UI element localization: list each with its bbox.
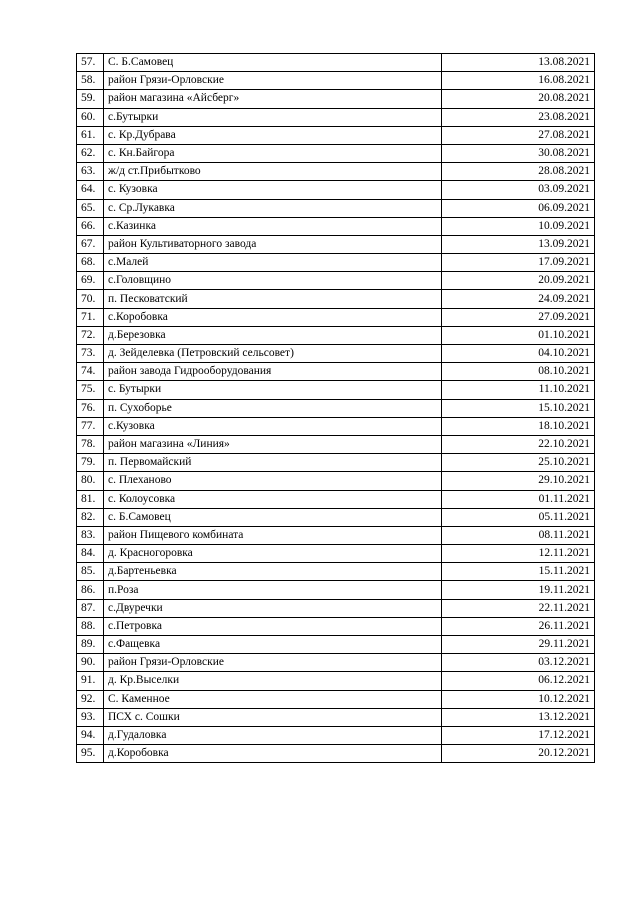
row-date-cell: 23.08.2021 [442,108,595,126]
row-place-cell: с. Кн.Байгора [104,144,442,162]
row-place-cell: район Грязи-Орловские [104,654,442,672]
table-row [77,308,595,326]
row-place-cell: п. Сухоборье [104,399,442,417]
row-number-cell: 87. [77,599,104,617]
row-number-cell: 73. [77,345,104,363]
row-place-cell: п. Первомайский [104,454,442,472]
row-date-cell: 29.11.2021 [442,636,595,654]
row-date-cell: 20.09.2021 [442,272,595,290]
row-number-cell: 64. [77,181,104,199]
row-number-cell: 80. [77,472,104,490]
row-number-cell: 91. [77,672,104,690]
row-date-cell: 06.12.2021 [442,672,595,690]
row-number-cell: 88. [77,617,104,635]
table-row [77,217,595,235]
row-place-cell: с.Бутырки [104,108,442,126]
row-date-cell: 08.10.2021 [442,363,595,381]
row-place-cell: с. Колоусовка [104,490,442,508]
table-row [77,672,595,690]
row-number-cell: 68. [77,254,104,272]
row-number-cell: 75. [77,381,104,399]
row-date-cell: 25.10.2021 [442,454,595,472]
row-date-cell: 16.08.2021 [442,72,595,90]
row-date-cell: 20.08.2021 [442,90,595,108]
table-row [77,654,595,672]
table-row [77,199,595,217]
row-place-cell: с.Кузовка [104,417,442,435]
row-date-cell: 27.08.2021 [442,126,595,144]
table-row [77,126,595,144]
row-number-cell: 61. [77,126,104,144]
row-date-cell: 24.09.2021 [442,290,595,308]
row-place-cell: д.Бартеньевка [104,563,442,581]
table-row [77,381,595,399]
table-row [77,144,595,162]
schedule-table-body [77,54,595,763]
row-number-cell: 82. [77,508,104,526]
table-row [77,90,595,108]
table-row [77,454,595,472]
row-date-cell: 29.10.2021 [442,472,595,490]
row-date-cell: 18.10.2021 [442,417,595,435]
row-number-cell: 85. [77,563,104,581]
row-number-cell: 57. [77,54,104,72]
table-row [77,72,595,90]
row-place-cell: район Культиваторного завода [104,235,442,253]
table-row [77,54,595,72]
table-row [77,617,595,635]
row-date-cell: 15.10.2021 [442,399,595,417]
row-place-cell: район завода Гидрооборудования [104,363,442,381]
row-date-cell: 13.09.2021 [442,235,595,253]
row-place-cell: ж/д ст.Прибытково [104,163,442,181]
table-row [77,545,595,563]
table-row [77,254,595,272]
row-place-cell: с. Ср.Лукавка [104,199,442,217]
row-number-cell: 74. [77,363,104,381]
row-date-cell: 04.10.2021 [442,345,595,363]
row-place-cell: д.Коробовка [104,745,442,763]
row-number-cell: 76. [77,399,104,417]
row-number-cell: 93. [77,708,104,726]
row-number-cell: 62. [77,144,104,162]
table-row [77,363,595,381]
table-row [77,235,595,253]
row-place-cell: д.Гудаловка [104,726,442,744]
row-place-cell: с. Кузовка [104,181,442,199]
row-place-cell: район магазина «Айсберг» [104,90,442,108]
table-row [77,399,595,417]
row-number-cell: 59. [77,90,104,108]
row-number-cell: 72. [77,326,104,344]
row-place-cell: С. Б.Самовец [104,54,442,72]
table-row [77,581,595,599]
row-place-cell: с.Коробовка [104,308,442,326]
row-date-cell: 11.10.2021 [442,381,595,399]
table-row [77,326,595,344]
table-row [77,345,595,363]
table-row [77,563,595,581]
row-number-cell: 92. [77,690,104,708]
row-number-cell: 67. [77,235,104,253]
table-row [77,181,595,199]
row-place-cell: д. Кр.Выселки [104,672,442,690]
row-date-cell: 19.11.2021 [442,581,595,599]
row-date-cell: 15.11.2021 [442,563,595,581]
row-place-cell: район Пищевого комбината [104,526,442,544]
table-row [77,108,595,126]
row-date-cell: 10.09.2021 [442,217,595,235]
table-row [77,435,595,453]
row-number-cell: 81. [77,490,104,508]
row-place-cell: район Грязи-Орловские [104,72,442,90]
row-number-cell: 71. [77,308,104,326]
row-number-cell: 90. [77,654,104,672]
schedule-table [76,53,595,763]
row-date-cell: 05.11.2021 [442,508,595,526]
row-place-cell: с.Петровка [104,617,442,635]
row-date-cell: 03.09.2021 [442,181,595,199]
row-date-cell: 01.10.2021 [442,326,595,344]
row-number-cell: 77. [77,417,104,435]
row-date-cell: 08.11.2021 [442,526,595,544]
row-date-cell: 22.11.2021 [442,599,595,617]
row-place-cell: с.Фащевка [104,636,442,654]
table-row [77,726,595,744]
row-date-cell: 30.08.2021 [442,144,595,162]
row-date-cell: 27.09.2021 [442,308,595,326]
table-row [77,272,595,290]
table-row [77,472,595,490]
row-place-cell: С. Каменное [104,690,442,708]
row-date-cell: 20.12.2021 [442,745,595,763]
row-date-cell: 13.08.2021 [442,54,595,72]
row-date-cell: 26.11.2021 [442,617,595,635]
row-place-cell: с.Казинка [104,217,442,235]
row-place-cell: с.Головщино [104,272,442,290]
row-place-cell: с. Бутырки [104,381,442,399]
table-row [77,636,595,654]
table-row [77,290,595,308]
row-place-cell: с. Плеханово [104,472,442,490]
table-row [77,163,595,181]
row-date-cell: 01.11.2021 [442,490,595,508]
table-row [77,490,595,508]
row-place-cell: п. Песковатский [104,290,442,308]
row-date-cell: 22.10.2021 [442,435,595,453]
table-row [77,708,595,726]
row-place-cell: д.Березовка [104,326,442,344]
row-place-cell: район магазина «Линия» [104,435,442,453]
table-row [77,417,595,435]
row-place-cell: д. Зейделевка (Петровский сельсовет) [104,345,442,363]
row-date-cell: 28.08.2021 [442,163,595,181]
row-number-cell: 66. [77,217,104,235]
table-row [77,599,595,617]
row-date-cell: 13.12.2021 [442,708,595,726]
row-number-cell: 78. [77,435,104,453]
row-place-cell: с. Б.Самовец [104,508,442,526]
row-number-cell: 60. [77,108,104,126]
row-number-cell: 95. [77,745,104,763]
row-place-cell: с.Двуречки [104,599,442,617]
table-row [77,508,595,526]
row-date-cell: 12.11.2021 [442,545,595,563]
row-date-cell: 03.12.2021 [442,654,595,672]
table-row [77,526,595,544]
row-number-cell: 58. [77,72,104,90]
row-date-cell: 10.12.2021 [442,690,595,708]
row-number-cell: 94. [77,726,104,744]
row-place-cell: с.Малей [104,254,442,272]
row-number-cell: 63. [77,163,104,181]
table-row [77,690,595,708]
row-place-cell: с. Кр.Дубрава [104,126,442,144]
row-number-cell: 86. [77,581,104,599]
row-date-cell: 17.12.2021 [442,726,595,744]
row-place-cell: п.Роза [104,581,442,599]
table-row [77,745,595,763]
row-date-cell: 06.09.2021 [442,199,595,217]
row-place-cell: д. Красногоровка [104,545,442,563]
row-place-cell: ПСХ с. Сошки [104,708,442,726]
row-number-cell: 65. [77,199,104,217]
row-number-cell: 79. [77,454,104,472]
row-number-cell: 70. [77,290,104,308]
row-number-cell: 83. [77,526,104,544]
row-date-cell: 17.09.2021 [442,254,595,272]
row-number-cell: 69. [77,272,104,290]
row-number-cell: 89. [77,636,104,654]
row-number-cell: 84. [77,545,104,563]
